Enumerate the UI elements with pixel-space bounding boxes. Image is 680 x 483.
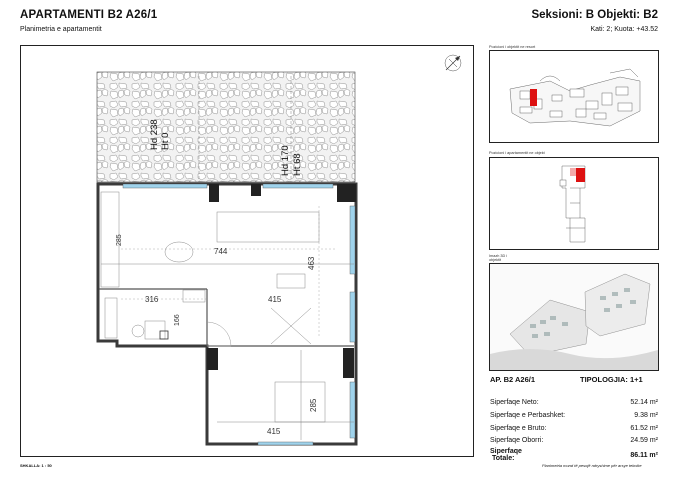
scale-label: SHKALLA: 1 : 50: [20, 463, 52, 468]
dim-463: 463: [307, 256, 316, 270]
page-title: APARTAMENTI B2 A26/1: [20, 9, 158, 21]
column: [209, 184, 219, 202]
area-row-oborri: [490, 437, 658, 444]
resort-panel-label: Pozicioni i objektit ne resort: [489, 45, 536, 49]
dim-316: 316: [145, 295, 159, 304]
floor-info: Kati: 2; Kuota: +43.52: [590, 26, 658, 33]
area-value: 9.38 m²: [634, 412, 658, 419]
page-subtitle: Planimetria e apartamentit: [20, 26, 102, 33]
total-label-1: Siperfaqe: [490, 448, 522, 455]
dim-285-bottom: 285: [309, 398, 318, 412]
typology-label: TIPOLOGJIA: 1+1: [580, 375, 643, 384]
windows: [123, 184, 355, 445]
area-row-neto: [490, 399, 658, 406]
highlight-building: [530, 89, 537, 106]
column: [251, 184, 261, 196]
area-row-perbashket: [490, 412, 658, 419]
building-3d-render: [490, 264, 658, 370]
building-key-plan: [490, 158, 658, 249]
dim-415-mid: 415: [268, 295, 282, 304]
toilet: [160, 331, 168, 339]
column: [343, 348, 354, 378]
view3d-panel-label: Imazh 3D i objektit: [489, 254, 508, 263]
section-label: Seksioni: B Objekti: B2: [531, 9, 658, 21]
area-label: Siperfaqe e Bruto:: [490, 425, 547, 432]
ht-right: Ht 68: [292, 153, 303, 176]
area-label: Siperfaqe Oborri:: [490, 437, 544, 444]
dim-166: 166: [174, 314, 181, 326]
view-3d-panel: [489, 263, 659, 371]
apartment-panel-label: Pozicioni i apartamentit ne objekt: [489, 151, 545, 155]
hd-right: Hd 170: [280, 145, 291, 176]
total-label-2: Totale:: [492, 455, 515, 462]
resort-location-panel: [489, 50, 659, 143]
apartment-location-panel: [489, 157, 659, 250]
ht-left: Ht 0: [160, 132, 171, 150]
dim-285-top: 285: [116, 234, 123, 246]
floor-plan-drawing: [21, 46, 473, 456]
dim-744: 744: [214, 247, 228, 256]
area-row-total: [490, 448, 658, 462]
disclaimer-note: Planimetria mund të pesojë ndryshime për arsye teknike: [542, 463, 642, 468]
interior-walls: [99, 289, 354, 346]
area-value: 52.14 m²: [630, 399, 658, 406]
door-swing: [207, 322, 231, 346]
column: [337, 184, 356, 202]
area-row-bruto: [490, 425, 658, 432]
total-value: 86.11 m²: [630, 452, 658, 459]
highlight-apartment: [576, 168, 585, 182]
hd-left: Hd 238: [149, 119, 160, 150]
dim-415-bottom: 415: [267, 427, 281, 436]
apartment-code: AP. B2 A26/1: [490, 375, 536, 384]
resort-map: [490, 51, 658, 142]
area-value: 24.59 m²: [630, 437, 658, 444]
terrace-paving: [97, 72, 355, 182]
dimension-lines: [121, 206, 337, 336]
area-label: Siperfaqe Neto:: [490, 399, 539, 406]
area-label: Siperfaqe e Perbashket:: [490, 412, 566, 419]
column: [207, 348, 218, 370]
area-value: 61.52 m²: [630, 425, 658, 432]
